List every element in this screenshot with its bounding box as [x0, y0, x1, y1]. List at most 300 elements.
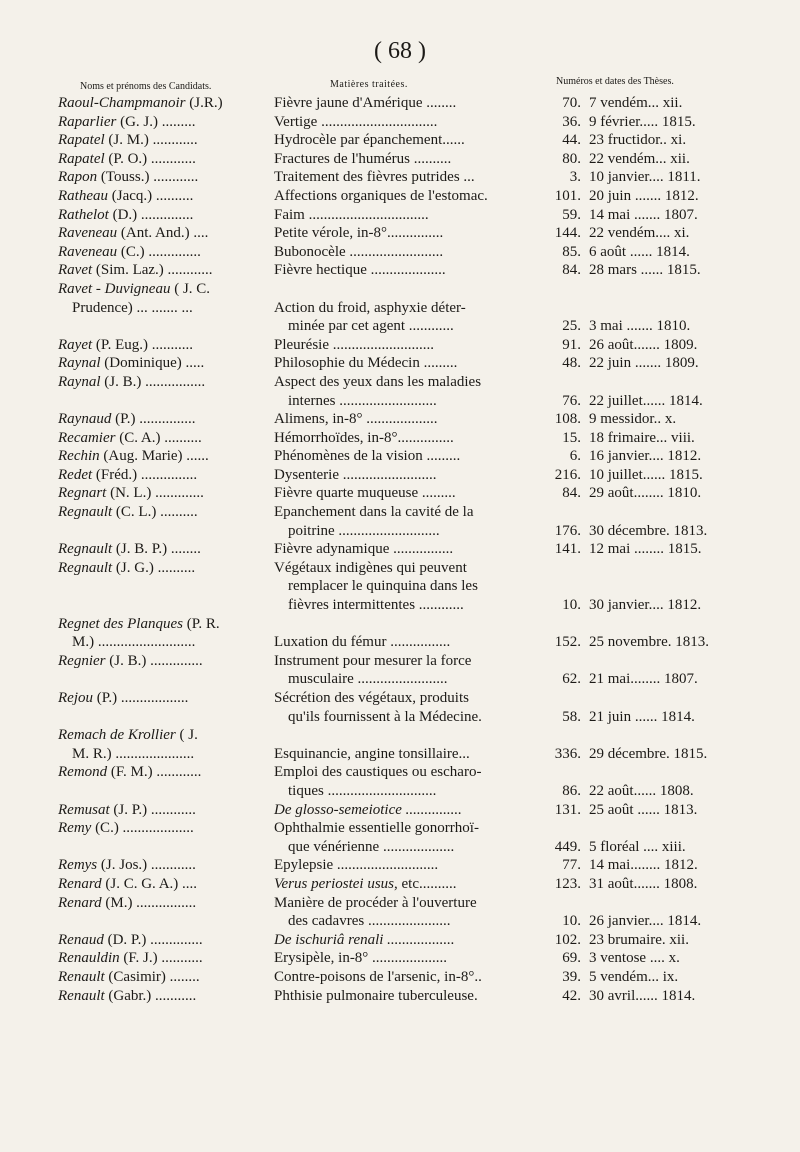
- thesis-date: 14 mai ....... 1807.: [589, 206, 698, 223]
- list-item: [58, 280, 740, 336]
- candidate-given: (F. M.) ............: [107, 764, 202, 781]
- subject-line: Erysipèle, in-8° ....................: [274, 950, 448, 967]
- header-subjects: Matières traitées.: [330, 79, 408, 90]
- thesis-subject: [270, 261, 545, 280]
- thesis-subject: [270, 168, 545, 187]
- thesis-number: 102.: [554, 931, 581, 948]
- candidate-surname: Redet: [58, 466, 93, 483]
- candidate-name-cont: M. R.) .....................: [72, 745, 195, 762]
- list-item: [58, 615, 740, 652]
- list-item: [58, 540, 740, 559]
- list-item: [58, 466, 740, 485]
- thesis-number: 144.: [554, 225, 581, 242]
- thesis-subject: [270, 652, 545, 689]
- candidate-name: [58, 763, 270, 782]
- candidate-given: (P. O.) ............: [104, 150, 196, 167]
- thesis-date: 18 frimaire... viii.: [589, 429, 695, 446]
- thesis-date: 22 vendém... xii.: [589, 150, 690, 167]
- thesis-subject: [270, 763, 545, 800]
- candidate-name: [58, 410, 270, 429]
- thesis-number: 84.: [562, 485, 581, 502]
- candidate-surname: Raynaud: [58, 411, 112, 428]
- candidate-name: [58, 875, 270, 894]
- list-item: [58, 168, 740, 187]
- subject-line: Pleurésie ...........................: [274, 336, 434, 353]
- candidate-name-cont: M.) ..........................: [72, 634, 196, 651]
- list-item: [58, 987, 740, 1006]
- subject-line: Fièvre jaune d'Amérique ........: [274, 95, 457, 111]
- subject-line: des cadavres ......................: [288, 913, 451, 930]
- candidate-name: [58, 503, 270, 522]
- subject-line: [274, 615, 545, 634]
- thesis-date: 21 mai........ 1807.: [589, 671, 698, 688]
- candidate-surname: Rathelot: [58, 206, 109, 223]
- candidate-surname: Remys: [58, 857, 98, 874]
- thesis-date: 9 messidor.. x.: [589, 411, 677, 428]
- candidate-given: (J. B. P.) ........: [112, 541, 201, 558]
- list-item: [58, 875, 740, 894]
- candidate-surname: Ratheau: [58, 187, 108, 204]
- thesis-date: 20 juin ....... 1812.: [589, 187, 699, 204]
- thesis-subject: [270, 987, 545, 1006]
- thesis-number: 85.: [562, 243, 581, 260]
- candidate-surname: Regnault: [58, 541, 113, 558]
- thesis-subject: [270, 280, 545, 336]
- thesis-number: 10.: [562, 913, 581, 930]
- thesis-subject: [270, 187, 545, 206]
- subject-line: Traitement des fièvres putrides ...: [274, 169, 475, 186]
- candidate-surname: Ravet: [58, 262, 93, 279]
- thesis-date: 22 juin ....... 1809.: [589, 355, 699, 372]
- thesis-number: 70.: [562, 95, 581, 111]
- candidate-name: [58, 466, 270, 485]
- subject-line: Faim ................................: [274, 206, 429, 223]
- list-item: [58, 931, 740, 950]
- thesis-subject: [270, 336, 545, 355]
- thesis-number: 176.: [554, 522, 581, 539]
- candidate-surname: Remusat: [58, 801, 110, 818]
- thesis-number: 152.: [554, 634, 581, 651]
- subject-line: Alimens, in-8° ...................: [274, 411, 438, 428]
- candidate-given: (C. L.) ..........: [112, 504, 198, 521]
- subject-line: Esquinancie, angine tonsillaire...: [274, 745, 470, 762]
- thesis-number: 59.: [562, 206, 581, 223]
- thesis-number: 336.: [554, 745, 581, 762]
- subject-line: Fractures de l'humérus ..........: [274, 150, 452, 167]
- subject-line: Action du froid, asphyxie déter-: [274, 299, 466, 316]
- subject-line: Instrument pour mesurer la force: [274, 652, 472, 669]
- list-item: [58, 261, 740, 280]
- thesis-number: 101.: [554, 187, 581, 204]
- candidate-surname: Rapon: [58, 169, 98, 186]
- thesis-subject: [270, 447, 545, 466]
- subject-line: De ischuriâ renali ..................: [274, 931, 455, 948]
- candidate-given: (Casimir) ........: [104, 968, 200, 985]
- thesis-subject: [270, 856, 545, 875]
- candidate-given: (N. L.) .............: [106, 485, 204, 502]
- candidate-surname: Raynal: [58, 355, 101, 372]
- subject-line: Phénomènes de la vision .........: [274, 448, 461, 465]
- thesis-number: 216.: [554, 466, 581, 483]
- thesis-number: 48.: [562, 355, 581, 372]
- candidate-name: [58, 968, 270, 987]
- candidate-surname: Raveneau: [58, 243, 118, 260]
- thesis-number: 80.: [562, 150, 581, 167]
- subject-line: Emploi des caustiques ou escharo-: [274, 764, 482, 781]
- thesis-subject: [270, 94, 545, 113]
- thesis-date: 30 janvier.... 1812.: [589, 597, 702, 614]
- candidate-name: [58, 931, 270, 950]
- thesis-date: 26 janvier.... 1814.: [589, 913, 702, 930]
- thesis-subject: [270, 131, 545, 150]
- candidate-surname: Raveneau: [58, 225, 118, 242]
- subject-line: minée par cet agent ............: [288, 318, 454, 335]
- thesis-subject: [270, 243, 545, 262]
- candidate-name: [58, 187, 270, 206]
- list-item: [58, 224, 740, 243]
- thesis-number: 25.: [562, 318, 581, 335]
- thesis-date: 31 août....... 1808.: [589, 875, 698, 892]
- candidate-given: (J. B.) ..............: [105, 652, 203, 669]
- thesis-subject: [270, 559, 545, 615]
- list-item: [58, 726, 740, 763]
- list-item: [58, 484, 740, 503]
- list-item: [58, 410, 740, 429]
- candidate-given: (P.) ..................: [93, 690, 189, 706]
- list-item: [58, 894, 740, 931]
- list-item: [58, 113, 740, 132]
- candidate-surname: Raparlier: [58, 113, 117, 130]
- candidate-surname: Raoul-Champmanoir: [58, 95, 186, 111]
- candidate-given: (J. Jos.) ............: [97, 857, 196, 874]
- candidate-given: (J. M.) ............: [104, 132, 198, 149]
- candidate-surname: Rapatel: [58, 150, 105, 167]
- thesis-subject: [270, 354, 545, 373]
- list-item: [58, 949, 740, 968]
- subject-line: Ophthalmie essentielle gonorrhoï-: [274, 820, 479, 837]
- list-item: [58, 94, 740, 113]
- thesis-subject: [270, 540, 545, 559]
- candidate-name: [58, 243, 270, 262]
- list-item: [58, 336, 740, 355]
- thesis-date: 25 août ...... 1813.: [589, 801, 698, 818]
- candidate-name: [58, 94, 270, 113]
- list-item: [58, 689, 740, 726]
- subject-line: musculaire ........................: [288, 671, 448, 688]
- thesis-subject: [270, 373, 545, 410]
- candidate-name: [58, 819, 270, 838]
- candidate-surname: Rayet: [58, 336, 93, 353]
- candidate-name: [58, 447, 270, 466]
- candidate-surname: Renard: [58, 894, 102, 911]
- list-item: [58, 503, 740, 540]
- list-item: [58, 243, 740, 262]
- candidate-name: [58, 113, 270, 132]
- thesis-subject: [270, 206, 545, 225]
- subject-line: Sécrétion des végétaux, produits: [274, 690, 469, 706]
- candidate-name: [58, 224, 270, 243]
- candidate-surname: Remond: [58, 764, 108, 781]
- thesis-date: 22 août...... 1808.: [589, 782, 694, 799]
- candidate-given: (Fréd.) ...............: [92, 466, 198, 483]
- candidate-surname: Ravet - Duvigneau: [58, 280, 171, 297]
- candidate-name: [58, 131, 270, 150]
- candidate-given: (Ant. And.) ....: [117, 225, 209, 242]
- subject-line: De glosso-semeiotice ...............: [274, 801, 462, 818]
- subject-line: Dysenterie .........................: [274, 466, 437, 483]
- thesis-number: 58.: [562, 708, 581, 725]
- candidate-given: (P.) ...............: [111, 411, 196, 428]
- candidate-name: [58, 429, 270, 448]
- thesis-number: 108.: [554, 411, 581, 428]
- candidate-name: [58, 150, 270, 169]
- candidate-surname: Recamier: [58, 429, 116, 446]
- candidate-surname: Regnier: [58, 652, 106, 669]
- subject-line: remplacer le quinquina dans les: [288, 578, 478, 595]
- subject-line: Aspect des yeux dans les maladies: [274, 373, 482, 390]
- candidate-given: (Dominique) .....: [100, 355, 205, 372]
- subject-line: Bubonocèle .........................: [274, 243, 444, 260]
- candidate-name: [58, 987, 270, 1006]
- candidate-surname: Rechin: [58, 448, 100, 465]
- candidate-given: (C.) ..............: [117, 243, 201, 260]
- candidate-surname: Renard: [58, 875, 102, 892]
- thesis-date: 12 mai ........ 1815.: [589, 541, 702, 558]
- candidate-given: (Aug. Marie) ......: [99, 448, 209, 465]
- candidate-name: [58, 652, 270, 671]
- candidate-given: (D.) ..............: [108, 206, 194, 223]
- thesis-date: 5 floréal .... xiii.: [589, 838, 686, 855]
- header-names: Noms et prénoms des Candidats.: [80, 81, 212, 92]
- subject-line: Végétaux indigènes qui peuvent: [274, 559, 467, 576]
- thesis-number: 62.: [562, 671, 581, 688]
- candidate-given: (Sim. Laz.) ............: [92, 262, 213, 279]
- list-item: [58, 354, 740, 373]
- thesis-date: 30 décembre. 1813.: [589, 522, 708, 539]
- thesis-subject: [270, 484, 545, 503]
- column-headers: [58, 76, 738, 92]
- thesis-date: 26 août....... 1809.: [589, 336, 698, 353]
- thesis-number: 3.: [569, 169, 581, 186]
- thesis-date: 14 mai........ 1812.: [589, 857, 698, 874]
- thesis-subject: [270, 819, 545, 856]
- list-item: [58, 373, 740, 410]
- candidate-given: (D. P.) ..............: [103, 931, 203, 948]
- thesis-number: 77.: [562, 857, 581, 874]
- subject-line: poitrine ...........................: [288, 522, 440, 539]
- subject-line: Vertige ...............................: [274, 113, 438, 130]
- list-item: [58, 187, 740, 206]
- candidate-name: [58, 261, 270, 280]
- thesis-number: 123.: [554, 875, 581, 892]
- thesis-number: 36.: [562, 113, 581, 130]
- candidate-surname: Renault: [58, 987, 105, 1004]
- thesis-date: 21 juin ...... 1814.: [589, 708, 695, 725]
- candidate-given: (M.) ................: [101, 894, 197, 911]
- thesis-subject: [270, 466, 545, 485]
- thesis-subject: [270, 931, 545, 950]
- candidate-surname: Renauldin: [58, 950, 120, 967]
- subject-line: internes ..........................: [288, 392, 437, 409]
- subject-line: Contre-poisons de l'arsenic, in-8°..: [274, 968, 482, 985]
- thesis-subject: [270, 150, 545, 169]
- thesis-number: 44.: [562, 132, 581, 149]
- subject-line: fièvres intermittentes ............: [288, 597, 464, 614]
- thesis-date: 3 mai ....... 1810.: [589, 318, 691, 335]
- subject-line: Verus periostei usus, etc..........: [274, 875, 457, 892]
- thesis-subject: [270, 894, 545, 931]
- thesis-subject: [270, 689, 545, 726]
- candidate-given: (J. C. G. A.) ....: [101, 875, 198, 892]
- thesis-date: 10 janvier.... 1811.: [589, 169, 701, 186]
- thesis-date: 5 vendém... ix.: [589, 968, 679, 985]
- thesis-subject: [270, 801, 545, 820]
- candidate-surname: Regnault: [58, 504, 113, 521]
- list-item: [58, 652, 740, 689]
- thesis-date: 23 brumaire. xii.: [589, 931, 689, 948]
- thesis-subject: [270, 949, 545, 968]
- subject-line: que vénérienne ...................: [288, 838, 455, 855]
- thesis-number: 91.: [562, 336, 581, 353]
- subject-line: Hydrocèle par épanchement......: [274, 132, 465, 149]
- thesis-date: 16 janvier.... 1812.: [589, 448, 702, 465]
- candidate-given: (Touss.) ............: [97, 169, 199, 186]
- thesis-number: 84.: [562, 262, 581, 279]
- thesis-number: 6.: [569, 448, 581, 465]
- thesis-date: 6 août ...... 1814.: [589, 243, 690, 260]
- thesis-subject: [270, 410, 545, 429]
- candidate-given: (J. B.) ................: [100, 373, 206, 390]
- candidate-name: [58, 689, 270, 708]
- thesis-date: 23 fructidor.. xi.: [589, 132, 687, 149]
- candidate-surname: Regnault: [58, 559, 113, 576]
- list-item: [58, 447, 740, 466]
- candidate-name: [58, 801, 270, 820]
- thesis-number: 131.: [554, 801, 581, 818]
- list-item: [58, 819, 740, 856]
- list-item: [58, 206, 740, 225]
- thesis-subject: [270, 113, 545, 132]
- subject-line: Fièvre adynamique ................: [274, 541, 454, 558]
- list-item: [58, 150, 740, 169]
- candidate-surname: Rapatel: [58, 132, 105, 149]
- thesis-date: 29 décembre. 1815.: [589, 745, 708, 762]
- thesis-number: 449.: [554, 838, 581, 855]
- candidate-given: (J. G.) ..........: [112, 559, 196, 576]
- candidate-name: [58, 373, 270, 392]
- thesis-subject: [270, 224, 545, 243]
- candidate-surname: Remy: [58, 820, 92, 837]
- thesis-date: 9 février..... 1815.: [589, 113, 696, 130]
- list-item: [58, 968, 740, 987]
- candidate-name-cont: Prudence) ... ....... ...: [72, 299, 193, 316]
- thesis-date: 22 vendém.... xi.: [589, 225, 690, 242]
- subject-line: Epylepsie ...........................: [274, 857, 439, 874]
- thesis-date: 25 novembre. 1813.: [589, 634, 709, 651]
- candidate-given: (C.) ...................: [91, 820, 194, 837]
- candidate-surname: Renault: [58, 968, 105, 985]
- candidate-name: [58, 168, 270, 187]
- candidate-given: (G. J.) .........: [116, 113, 196, 130]
- subject-line: [274, 280, 545, 299]
- candidate-name: [58, 484, 270, 503]
- candidate-name: [58, 540, 270, 559]
- candidate-name: [58, 354, 270, 373]
- candidate-given: (P. R.: [182, 615, 220, 632]
- candidate-surname: Renaud: [58, 931, 104, 948]
- candidate-given: (P. Eug.) ...........: [92, 336, 193, 353]
- subject-line: tiques .............................: [288, 782, 437, 799]
- thesis-number: 15.: [562, 429, 581, 446]
- candidate-given: (J.R.): [185, 95, 223, 111]
- list-item: [58, 763, 740, 800]
- candidate-surname: Raynal: [58, 373, 101, 390]
- subject-line: Fièvre hectique ....................: [274, 262, 446, 279]
- list-item: [58, 429, 740, 448]
- candidate-given: (J. P.) ............: [109, 801, 196, 818]
- thesis-number: 76.: [562, 392, 581, 409]
- header-numbers: Numéros et dates des Thèses.: [556, 76, 674, 87]
- candidate-given: (Jacq.) ..........: [108, 187, 194, 204]
- thesis-number: 39.: [562, 968, 581, 985]
- subject-line: Phthisie pulmonaire tuberculeuse.: [274, 987, 478, 1004]
- thesis-date: 29 août........ 1810.: [589, 485, 702, 502]
- candidate-name: [58, 856, 270, 875]
- candidate-name: [58, 615, 270, 652]
- candidate-surname: Regnet des Planques: [58, 615, 183, 632]
- candidate-given: ( J.: [175, 727, 198, 744]
- thesis-number: 10.: [562, 597, 581, 614]
- thesis-date: 22 juillet...... 1814.: [589, 392, 703, 409]
- list-item: [58, 856, 740, 875]
- candidate-surname: Rejou: [58, 690, 93, 706]
- candidate-name: [58, 280, 270, 317]
- subject-line: Affections organiques de l'estomac.: [274, 187, 488, 204]
- candidate-name: [58, 894, 270, 913]
- thesis-subject: [270, 875, 545, 894]
- thesis-date: 28 mars ...... 1815.: [589, 262, 701, 279]
- candidate-given: (C. A.) ..........: [115, 429, 202, 446]
- candidate-surname: Regnart: [58, 485, 107, 502]
- candidate-name: [58, 949, 270, 968]
- subject-line: Hémorrhoïdes, in-8°...............: [274, 429, 454, 446]
- thesis-number: 69.: [562, 950, 581, 967]
- page-number: ( 68 ): [374, 38, 426, 64]
- thesis-date: 10 juillet...... 1815.: [589, 466, 703, 483]
- thesis-date: 7 vendém... xii.: [589, 95, 683, 111]
- thesis-date: 3 ventose .... x.: [589, 950, 680, 967]
- thesis-subject: [270, 968, 545, 987]
- subject-line: qu'ils fournissent à la Médecine.: [288, 708, 482, 725]
- thesis-list: [58, 94, 740, 1005]
- candidate-given: (Gabr.) ...........: [104, 987, 197, 1004]
- thesis-number: 42.: [562, 987, 581, 1004]
- subject-line: Petite vérole, in-8°...............: [274, 225, 444, 242]
- candidate-surname: Remach de Krollier: [58, 727, 176, 744]
- thesis-number: 141.: [554, 541, 581, 558]
- thesis-subject: [270, 503, 545, 540]
- list-item: [58, 131, 740, 150]
- list-item: [58, 559, 740, 615]
- subject-line: [274, 726, 545, 745]
- candidate-given: ( J. C.: [170, 280, 211, 297]
- thesis-subject: [270, 615, 545, 652]
- thesis-subject: [270, 429, 545, 448]
- candidate-name: [58, 559, 270, 578]
- thesis-subject: [270, 726, 545, 763]
- subject-line: Luxation du fémur ................: [274, 634, 451, 651]
- thesis-number: 86.: [562, 782, 581, 799]
